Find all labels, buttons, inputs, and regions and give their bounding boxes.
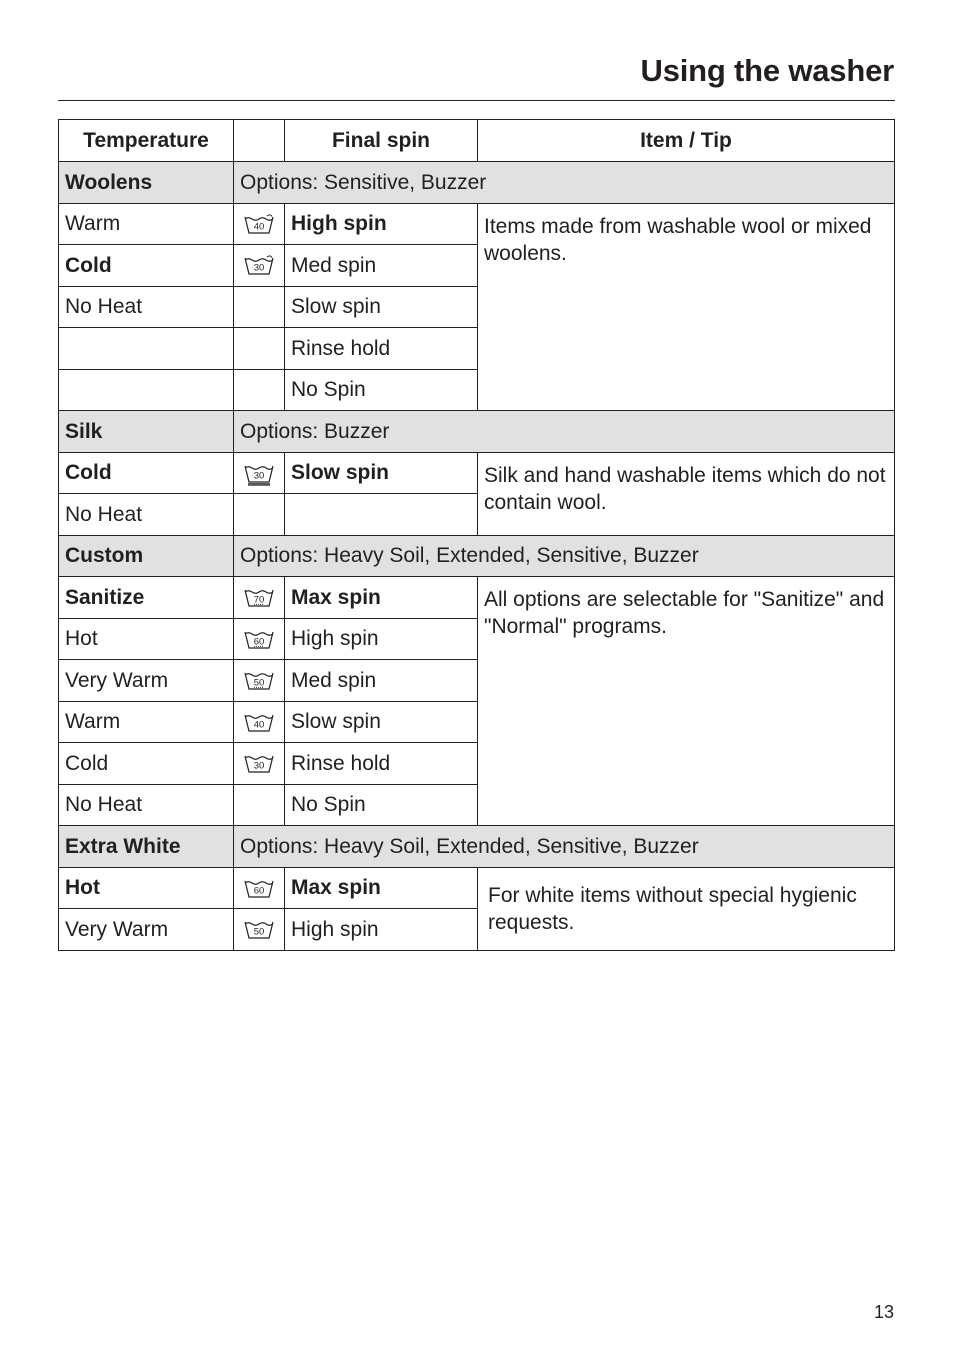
wash-tub-icon [243, 877, 275, 901]
program-options: Options: Sensitive, Buzzer [234, 162, 895, 204]
final-spin-cell: No Spin [285, 784, 478, 826]
temperature-cell: Cold [59, 245, 234, 287]
svg-text:60: 60 [253, 636, 265, 648]
program-row-custom [59, 535, 895, 577]
header-temperature: Temperature [59, 120, 234, 162]
symbol-cell [234, 909, 285, 951]
wash-tub-icon [243, 254, 275, 278]
symbol-cell [234, 577, 285, 619]
header-item-tip: Item / Tip [478, 120, 895, 162]
final-spin-cell: No Spin [285, 369, 478, 411]
table-row [59, 203, 895, 245]
program-options: Options: Buzzer [234, 411, 895, 453]
final-spin-cell: Med spin [285, 660, 478, 702]
final-spin-cell [285, 494, 478, 536]
program-name: Woolens [59, 162, 234, 204]
symbol-cell [234, 867, 285, 909]
temperature-cell: No Heat [59, 494, 234, 536]
temperature-cell: Very Warm [59, 660, 234, 702]
temperature-cell: No Heat [59, 286, 234, 328]
header-symbol [234, 120, 285, 162]
temperature-cell: Hot [59, 867, 234, 909]
page-number: 13 [873, 1302, 894, 1322]
symbol-cell [234, 618, 285, 660]
svg-text:30: 30 [253, 262, 265, 274]
wash-program-table [58, 119, 895, 951]
symbol-cell [234, 328, 285, 370]
wash-tub-icon [243, 213, 275, 237]
program-row-extra-white [59, 826, 895, 868]
symbol-cell [234, 494, 285, 536]
item-tip-cell: For white items without special hygienic requests. [478, 867, 895, 950]
page-title: Using the washer [640, 53, 894, 88]
symbol-cell [234, 660, 285, 702]
final-spin-cell: Slow spin [285, 452, 478, 494]
symbol-cell [234, 452, 285, 494]
wash-tub-icon [243, 462, 275, 486]
svg-text:70: 70 [253, 594, 265, 606]
temperature-cell: Hot [59, 618, 234, 660]
final-spin-cell: Rinse hold [285, 743, 478, 785]
program-row-silk [59, 411, 895, 453]
symbol-cell [234, 701, 285, 743]
final-spin-cell: Slow spin [285, 286, 478, 328]
item-tip-cell: All options are selectable for "Sanitize" and "Normal" programs. [478, 577, 895, 826]
title-rule [58, 100, 895, 101]
temperature-cell: Cold [59, 452, 234, 494]
temperature-cell: Warm [59, 203, 234, 245]
svg-text:30: 30 [253, 760, 265, 772]
temperature-cell [59, 369, 234, 411]
item-tip-cell: Items made from washable wool or mixed woolens. [478, 203, 895, 411]
final-spin-cell: High spin [285, 909, 478, 951]
wash-tub-icon [243, 918, 275, 942]
program-options: Options: Heavy Soil, Extended, Sensitive, Buzzer [234, 535, 895, 577]
symbol-cell [234, 784, 285, 826]
svg-text:60: 60 [253, 885, 265, 897]
wash-tub-icon [243, 752, 275, 776]
wash-tub-icon [243, 711, 275, 735]
final-spin-cell: Max spin [285, 867, 478, 909]
temperature-cell: Warm [59, 701, 234, 743]
svg-text:50: 50 [253, 677, 265, 689]
symbol-cell [234, 743, 285, 785]
item-tip-cell: Silk and hand washable items which do not contain wool. [478, 452, 895, 535]
table-row [59, 867, 895, 909]
final-spin-cell: Med spin [285, 245, 478, 287]
symbol-cell [234, 286, 285, 328]
header-final-spin: Final spin [285, 120, 478, 162]
final-spin-cell: High spin [285, 203, 478, 245]
table-row [59, 577, 895, 619]
temperature-cell [59, 328, 234, 370]
final-spin-cell: Slow spin [285, 701, 478, 743]
svg-text:40: 40 [253, 719, 265, 731]
wash-tub-icon [243, 669, 275, 693]
symbol-cell [234, 203, 285, 245]
svg-text:30: 30 [253, 470, 265, 482]
temperature-cell: No Heat [59, 784, 234, 826]
program-row-woolens [59, 162, 895, 204]
wash-tub-icon [243, 628, 275, 652]
program-options: Options: Heavy Soil, Extended, Sensitive, Buzzer [234, 826, 895, 868]
temperature-cell: Cold [59, 743, 234, 785]
table-header-row [59, 120, 895, 162]
svg-text:50: 50 [253, 926, 265, 938]
final-spin-cell: Rinse hold [285, 328, 478, 370]
table-row [59, 452, 895, 494]
program-name: Silk [59, 411, 234, 453]
symbol-cell [234, 369, 285, 411]
final-spin-cell: Max spin [285, 577, 478, 619]
svg-text:40: 40 [253, 221, 265, 233]
temperature-cell: Sanitize [59, 577, 234, 619]
final-spin-cell: High spin [285, 618, 478, 660]
symbol-cell [234, 245, 285, 287]
program-name: Extra White [59, 826, 234, 868]
program-name: Custom [59, 535, 234, 577]
wash-tub-icon [243, 586, 275, 610]
temperature-cell: Very Warm [59, 909, 234, 951]
